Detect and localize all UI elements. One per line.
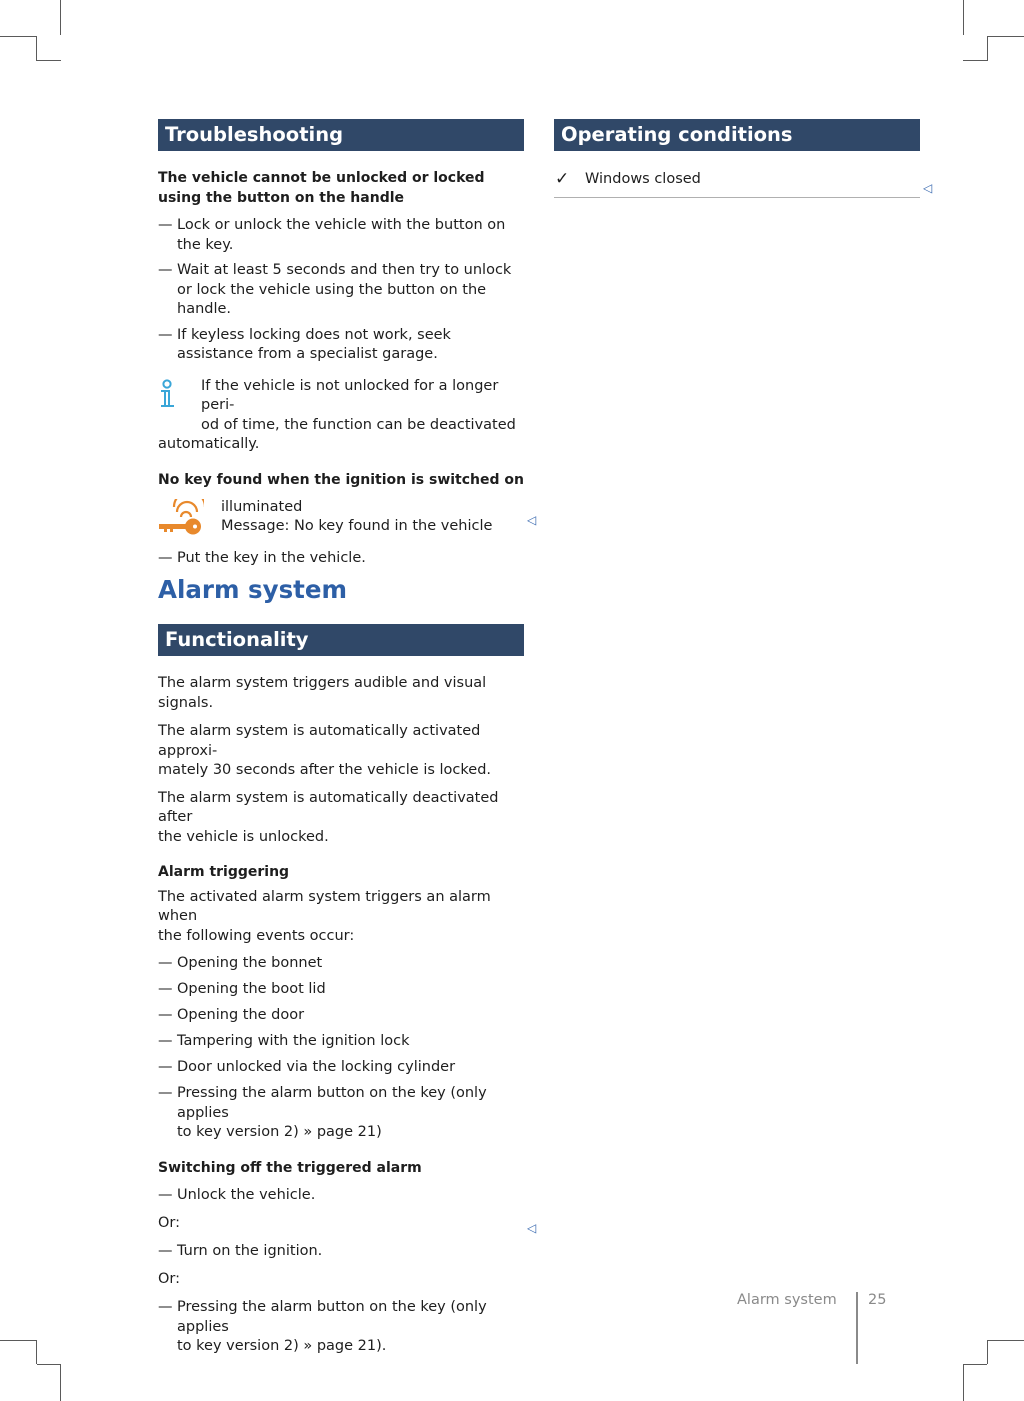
- list-item: — Unlock the vehicle.: [158, 1186, 524, 1206]
- condition-text: Windows closed: [585, 171, 701, 187]
- no-key-warning: [158, 498, 524, 537]
- list-item: — If keyless locking does not work, seek assistance from a specialist garage.: [158, 326, 524, 365]
- key-warning-icon: [158, 499, 204, 537]
- alarm-triggering-heading: Alarm triggering: [158, 864, 290, 880]
- list-item-line: — Pressing the alarm button on the key (only applies: [177, 1085, 487, 1121]
- functionality-heading: Functionality: [158, 624, 524, 656]
- crop-mark: [963, 60, 987, 61]
- page-number: 25: [868, 1292, 887, 1308]
- info-note-line: If the vehicle is not unlocked for a longer peri-: [201, 377, 499, 413]
- paragraph-line: the vehicle is unlocked.: [158, 828, 329, 845]
- list-item-line: — Pressing the alarm button on the key (only applies: [177, 1299, 487, 1335]
- no-key-heading: No key found when the ignition is switched on: [158, 471, 524, 488]
- crop-mark: [36, 1340, 37, 1364]
- list-item: — Put the key in the vehicle.: [158, 549, 524, 569]
- unlock-problem-heading: The vehicle cannot be unlocked or locked using the button on the handle: [158, 170, 485, 206]
- footer-divider: [856, 1292, 858, 1364]
- info-note: [158, 377, 524, 455]
- trigger-events-list: [158, 954, 524, 1143]
- crop-mark: [963, 1365, 964, 1401]
- crop-mark: [987, 36, 988, 61]
- paragraph-line: The alarm system is automatically activated approxi-: [158, 723, 481, 759]
- list-item: — Turn on the ignition.: [158, 1242, 524, 1262]
- crop-mark: [37, 60, 61, 61]
- footer-chapter: Alarm system: [737, 1292, 837, 1308]
- paragraph: The alarm system triggers audible and visual signals.: [158, 675, 487, 711]
- list-item: — Opening the door: [158, 1006, 524, 1026]
- end-of-section-marker: ◁: [923, 181, 933, 195]
- alarm-system-section: [158, 575, 524, 1357]
- end-of-section-marker: ◁: [527, 513, 537, 527]
- divider: [554, 197, 920, 198]
- paragraph-line: the following events occur:: [158, 927, 355, 944]
- crop-mark: [60, 0, 61, 35]
- list-item: — Lock or unlock the vehicle with the button on the key.: [158, 216, 524, 255]
- check-icon: ✓: [555, 169, 570, 189]
- crop-mark: [988, 1340, 1024, 1341]
- paragraph: [158, 722, 524, 781]
- info-icon: [158, 379, 178, 411]
- list-item: — Wait at least 5 seconds and then try to unlock or lock the vehicle using the button on the handle.: [158, 261, 524, 320]
- list-item: — Opening the boot lid: [158, 980, 524, 1000]
- switching-off-heading: Switching off the triggered alarm: [158, 1159, 422, 1176]
- crop-mark: [988, 36, 1024, 37]
- list-item: — Opening the bonnet: [158, 954, 524, 974]
- crop-mark: [987, 1340, 988, 1364]
- no-key-status: illuminated: [221, 499, 303, 515]
- crop-mark: [963, 1364, 987, 1365]
- troubleshooting-heading: Troubleshooting: [158, 119, 524, 151]
- unlock-steps-list: [158, 216, 524, 365]
- paragraph-line: The activated alarm system triggers an alarm when: [158, 888, 491, 924]
- list-item: [158, 1298, 524, 1357]
- list-item: [158, 1084, 524, 1143]
- left-column: [158, 119, 524, 569]
- list-item-line: to key version 2) » page 21): [177, 1124, 382, 1140]
- paragraph-line: The alarm system is automatically deactivated after: [158, 789, 499, 825]
- paragraph: [158, 888, 524, 947]
- no-key-message: Message: No key found in the vehicle: [221, 518, 493, 534]
- crop-mark: [0, 36, 36, 37]
- info-note-line: automatically.: [158, 436, 260, 452]
- or-label: Or:: [158, 1215, 181, 1231]
- crop-mark: [60, 1365, 61, 1401]
- info-note-line: od of time, the function can be deactivated: [201, 416, 516, 433]
- crop-mark: [37, 1364, 61, 1365]
- operating-conditions-heading: Operating conditions: [554, 119, 920, 151]
- list-item-line: to key version 2) » page 21).: [177, 1338, 387, 1354]
- or-label: Or:: [158, 1271, 181, 1287]
- crop-mark: [0, 1340, 36, 1341]
- paragraph: [158, 789, 524, 848]
- list-item: — Tampering with the ignition lock: [158, 1032, 524, 1052]
- crop-mark: [36, 36, 37, 61]
- crop-mark: [963, 0, 964, 35]
- end-of-section-marker: ◁: [527, 1221, 537, 1235]
- paragraph-line: mately 30 seconds after the vehicle is locked.: [158, 762, 492, 778]
- alarm-system-title: Alarm system: [158, 575, 348, 604]
- right-column: [554, 119, 920, 200]
- list-item: — Door unlocked via the locking cylinder: [158, 1058, 524, 1078]
